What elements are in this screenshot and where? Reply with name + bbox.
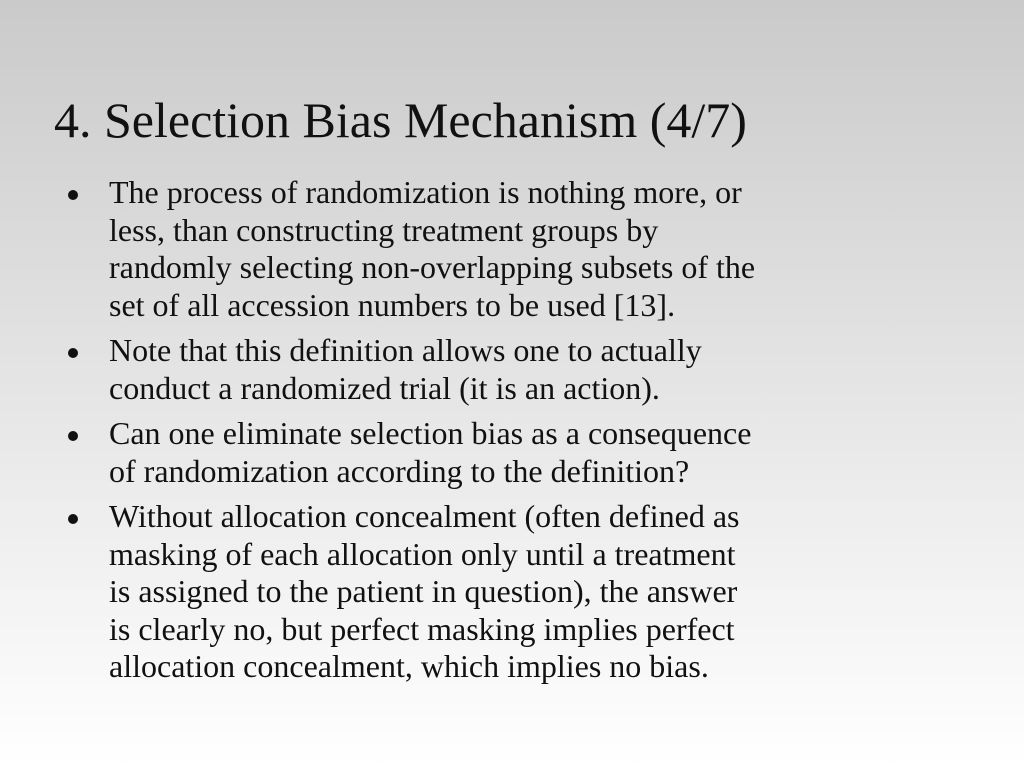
bullet-list — [66, 174, 926, 694]
bullet-item — [66, 498, 926, 686]
bullet-line: The process of randomization is nothing more, or — [109, 174, 742, 210]
bullet-line: Without allocation concealment (often defined as — [109, 498, 740, 534]
bullet-dot-icon — [68, 348, 78, 358]
bullet-line: allocation concealment, which implies no bias. — [109, 648, 709, 684]
bullet-dot-icon — [68, 514, 78, 524]
bullet-item — [66, 415, 926, 490]
slide-title: 4. Selection Bias Mechanism (4/7) — [54, 92, 747, 148]
bullet-line: conduct a randomized trial (it is an action). — [109, 369, 660, 406]
bullet-line: Can one eliminate selection bias as a consequence — [109, 415, 752, 451]
bullet-dot-icon — [68, 190, 78, 200]
bullet-line: Note that this definition allows one to actually — [109, 332, 702, 368]
bullet-line: less, than constructing treatment groups by — [109, 211, 659, 248]
bullet-line: masking of each allocation only until a treatment — [109, 535, 736, 572]
bullet-item — [66, 174, 926, 324]
bullet-line: of randomization according to the definition? — [109, 452, 690, 489]
bullet-line: set of all accession numbers to be used [13]. — [109, 286, 676, 323]
bullet-line: is clearly no, but perfect masking implies perfect — [109, 610, 735, 647]
bullet-line: is assigned to the patient in question), the answer — [109, 573, 738, 609]
bullet-line: randomly selecting non-overlapping subsets of the — [109, 249, 756, 285]
bullet-item — [66, 332, 926, 407]
bullet-dot-icon — [68, 431, 78, 441]
